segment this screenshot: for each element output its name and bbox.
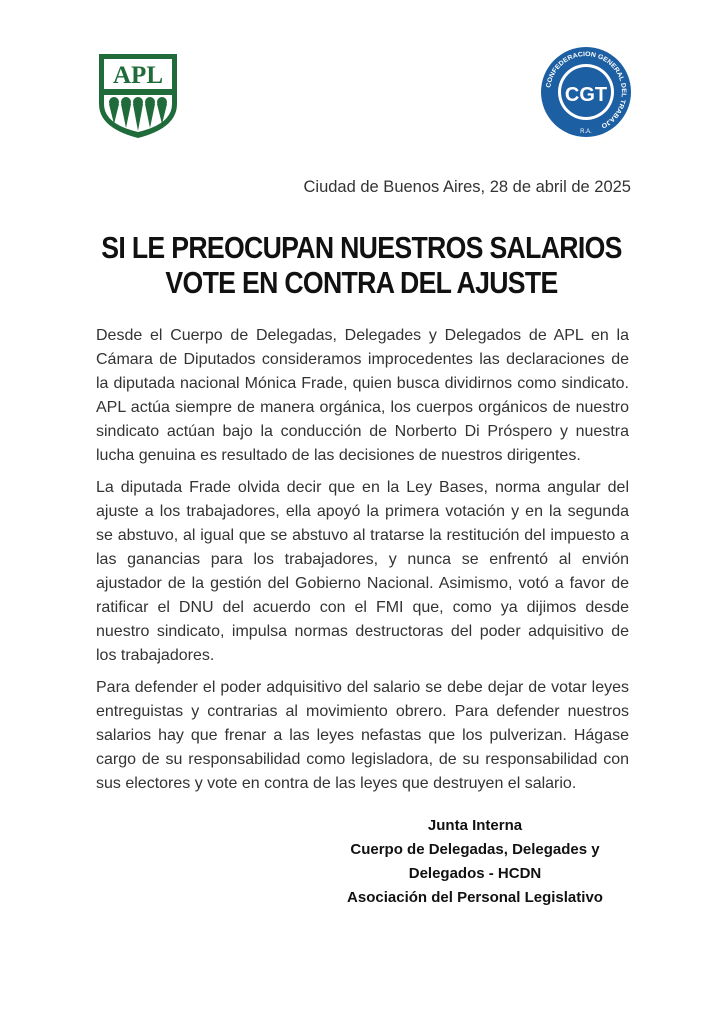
svg-text:R.A.: R.A. xyxy=(580,129,592,135)
paragraph: La diputada Frade olvida decir que en la Ley Bases, norma angular del ajuste a los trabajadores, ella apoyó la primera votación y en la segunda se abstuvo, al igual que se abstuvo al tratarse la restitución del impuesto a las ganancias para los trabajadores, y nunca se enfrentó al envión ajustador de la gestión del Gobierno Nacional. Asimismo, votó a favor de ratificar el DNU del acuerdo con el FMI que, como ya dijimos desde nuestro sindicato, impulsa normas destructoras del poder adquisitivo de los trabajadores. xyxy=(96,479,629,664)
signature-block xyxy=(320,814,630,910)
cgt-logo xyxy=(540,46,632,138)
svg-text:CGT: CGT xyxy=(564,84,608,106)
paragraph: Desde el Cuerpo de Delegadas, Delegades y Delegados de APL en la Cámara de Diputados consideramos improcedentes las declaraciones de la diputada nacional Mónica Frade, quien busca dividirnos como sindicato. APL actúa siempre de manera orgánica, los cuerpos orgánicos de nuestro sindicato actúan bajo la conducción de Norberto Di Próspero y nuestra lucha genuina es resultado de las decisiones de nuestros dirigentes. xyxy=(96,327,629,464)
signature-line: Junta Interna xyxy=(427,817,523,834)
signature-line: Delegados - HCDN xyxy=(408,865,542,882)
apl-logo xyxy=(97,52,179,140)
signature-line: Cuerpo de Delegadas, Delegades y xyxy=(350,841,600,858)
document-content xyxy=(96,324,629,910)
title-line: VOTE EN CONTRA DEL AJUSTE xyxy=(165,265,558,300)
svg-text:CONFEDERACION GENERAL DEL TRAB: CONFEDERACION GENERAL DEL TRABAJO xyxy=(545,50,628,130)
paragraph: Para defender el poder adquisitivo del salario se debe dejar de votar leyes entreguistas y contrarias al movimiento obrero. Para defender nuestros salarios hay que frenar a las leyes nefastas que los pulverizan. Hágase cargo de su responsabilidad como legisladora, de su responsabilidad con sus electores y vote en contra de las leyes que destruyen el salario. xyxy=(96,679,629,792)
svg-text:APL: APL xyxy=(113,62,163,89)
document-date: Ciudad de Buenos Aires, 28 de abril de 2025 xyxy=(303,178,631,196)
title-line: SI LE PREOCUPAN NUESTROS SALARIOS xyxy=(101,230,622,265)
document-body xyxy=(96,324,629,796)
document-title xyxy=(51,230,673,300)
signature-line: Asociación del Personal Legislativo xyxy=(347,889,603,906)
